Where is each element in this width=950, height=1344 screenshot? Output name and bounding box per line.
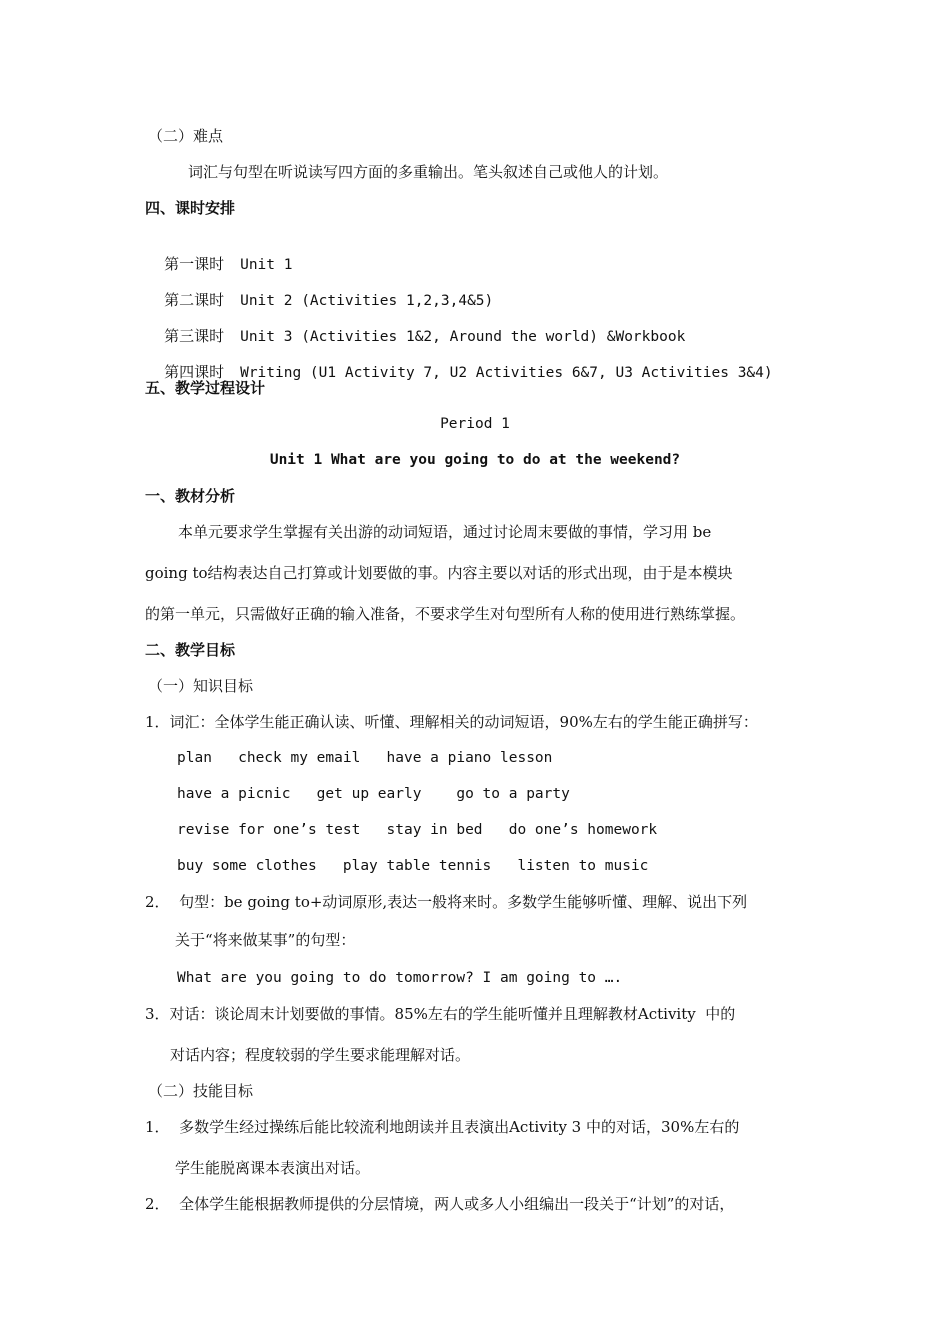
sentence-example: What are you going to do tomorrow? I am going to …. <box>177 970 623 986</box>
period-title: Period 1 <box>440 416 510 432</box>
schedule-heading: 四、课时安排 <box>145 199 236 217</box>
process-heading: 五、教学过程设计 <box>145 379 266 397</box>
unit-title: Unit 1 What are you going to do at the weekend? <box>269 452 681 468</box>
schedule-content: Unit 2 (Activities 1,2,3,4&5) <box>240 293 494 309</box>
sentence-item: 2． 句型：be going to+动词原形,表达一般将来时。多数学生能够听懂、理解、说出下列 <box>145 893 748 911</box>
vocab-item: 1．词汇：全体学生能正确认读、听懂、理解相关的动词短语，90%左右的学生能正确拼写： <box>145 713 758 731</box>
vocab-row: have a picnic get up early go to a party <box>177 786 570 802</box>
schedule-label: 第二课时 <box>164 291 225 309</box>
analysis-heading: 一、教材分析 <box>145 487 236 505</box>
skill-item: 2． 全体学生能根据教师提供的分层情境，两人或多人小组编出一段关于“计划”的对话， <box>145 1195 735 1213</box>
difficulty-heading: （二）难点 <box>148 127 224 145</box>
sentence-item-continued: 关于“将来做某事”的句型： <box>175 931 356 949</box>
schedule-label: 第三课时 <box>164 327 225 345</box>
analysis-line: going to结构表达自己打算或计划要做的事。内容主要以对话的形式出现，由于是本模块 <box>145 564 733 582</box>
skill-item: 1． 多数学生经过操练后能比较流利地朗读并且表演出Activity 3 中的对话，30%左右的 <box>145 1118 740 1136</box>
schedule-content: Unit 3 (Activities 1&2, Around the world) &Workbook <box>240 329 686 345</box>
analysis-line: 本单元要求学生掌握有关出游的动词短语，通过讨论周末要做的事情，学习用 be <box>178 523 712 541</box>
schedule-label: 第四课时 <box>164 363 225 381</box>
difficulty-text: 词汇与句型在听说读写四方面的多重输出。笔头叙述自己或他人的计划。 <box>188 163 669 181</box>
schedule-content: Writing (U1 Activity 7, U2 Activities 6&7, U3 Activities 3&4) <box>240 365 773 381</box>
analysis-line: 的第一单元，只需做好正确的输入准备，不要求学生对句型所有人称的使用进行熟练掌握。 <box>145 605 746 623</box>
vocab-row: revise for one’s test stay in bed do one’s homework <box>177 822 658 838</box>
schedule-label: 第一课时 <box>164 255 225 273</box>
skill-item-continued: 学生能脱离课本表演出对话。 <box>175 1159 371 1177</box>
skills-heading: （二）技能目标 <box>148 1082 254 1100</box>
knowledge-heading: （一）知识目标 <box>148 677 254 695</box>
schedule-content: Unit 1 <box>240 257 293 273</box>
dialogue-item: 3．对话：谈论周末计划要做的事情。85%左右的学生能听懂并且理解教材Activity 中的 <box>145 1005 736 1023</box>
goals-heading: 二、教学目标 <box>145 641 236 659</box>
vocab-row: buy some clothes play table tennis listen to music <box>177 858 649 874</box>
vocab-row: plan check my email have a piano lesson <box>177 750 553 766</box>
dialogue-item-continued: 对话内容；程度较弱的学生要求能理解对话。 <box>170 1046 471 1064</box>
